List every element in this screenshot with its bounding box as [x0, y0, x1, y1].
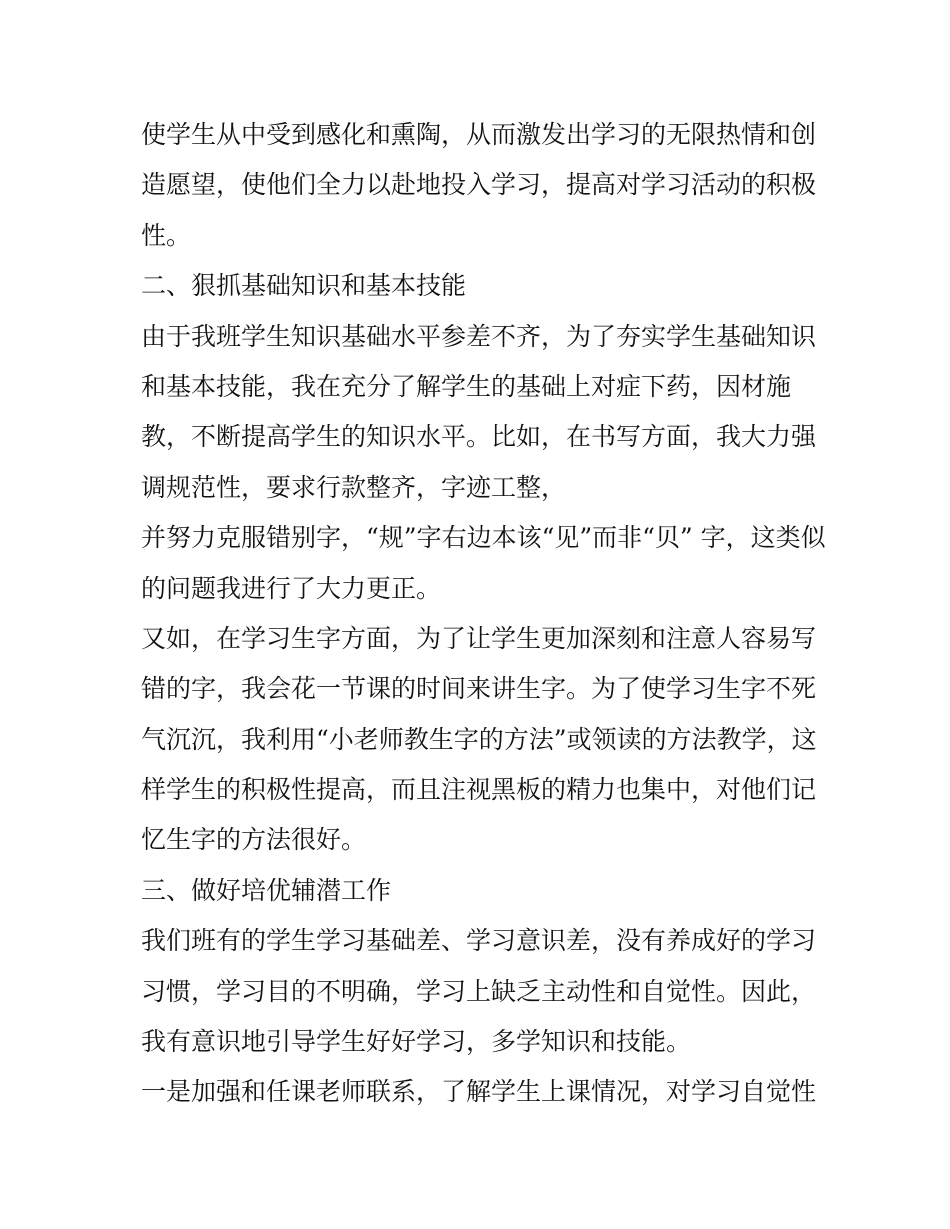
paragraph-line: 我们班有的学生学习基础差、学习意识差，没有养成好的学习: [141, 926, 817, 956]
paragraph-line: 样学生的积极性提高，而且注视黑板的精力也集中，对他们记: [141, 775, 817, 805]
paragraph-line: 错的字，我会花一节课的时间来讲生字。为了使学习生字不死: [141, 674, 817, 704]
paragraph-line: 和基本技能，我在充分了解学生的基础上对症下药，因材施: [141, 371, 792, 401]
paragraph-line: 性。: [141, 220, 192, 250]
document-body: [141, 110, 826, 1118]
paragraph-line: 教，不断提高学生的知识水平。比如，在书写方面，我大力强: [141, 422, 817, 452]
paragraph-line: 的问题我进行了大力更正。: [141, 573, 442, 603]
paragraph-line: 一是加强和任课老师联系，了解学生上课情况，对学习自觉性: [141, 1077, 817, 1107]
paragraph-line: 忆生字的方法很好。: [141, 825, 367, 855]
paragraph-line: 造愿望，使他们全力以赴地投入学习，提高对学习活动的积极: [141, 170, 817, 200]
section-heading: 二、狠抓基础知识和基本技能: [141, 271, 467, 301]
paragraph-line: 并努力克服错别字，“规”字右边本该“见”而非“贝” 字，这类似: [141, 523, 826, 553]
paragraph-line: 我有意识地引导学生好好学习，多学知识和技能。: [141, 1027, 692, 1057]
paragraph-line: 气沉沉，我利用“小老师教生字的方法”或领读的方法教学，这: [141, 724, 817, 754]
paragraph-line: 调规范性，要求行款整齐，字迹工整，: [141, 472, 567, 502]
paragraph-line: 又如，在学习生字方面，为了让学生更加深刻和注意人容易写: [141, 623, 817, 653]
section-heading: 三、做好培优辅潜工作: [141, 875, 392, 905]
paragraph-line: 习惯，学习目的不明确，学习上缺乏主动性和自觉性。因此，: [141, 976, 817, 1006]
paragraph-line: 使学生从中受到感化和熏陶，从而激发出学习的无限热情和创: [141, 120, 817, 149]
paragraph-line: 由于我班学生知识基础水平参差不齐，为了夯实学生基础知识: [141, 321, 817, 351]
